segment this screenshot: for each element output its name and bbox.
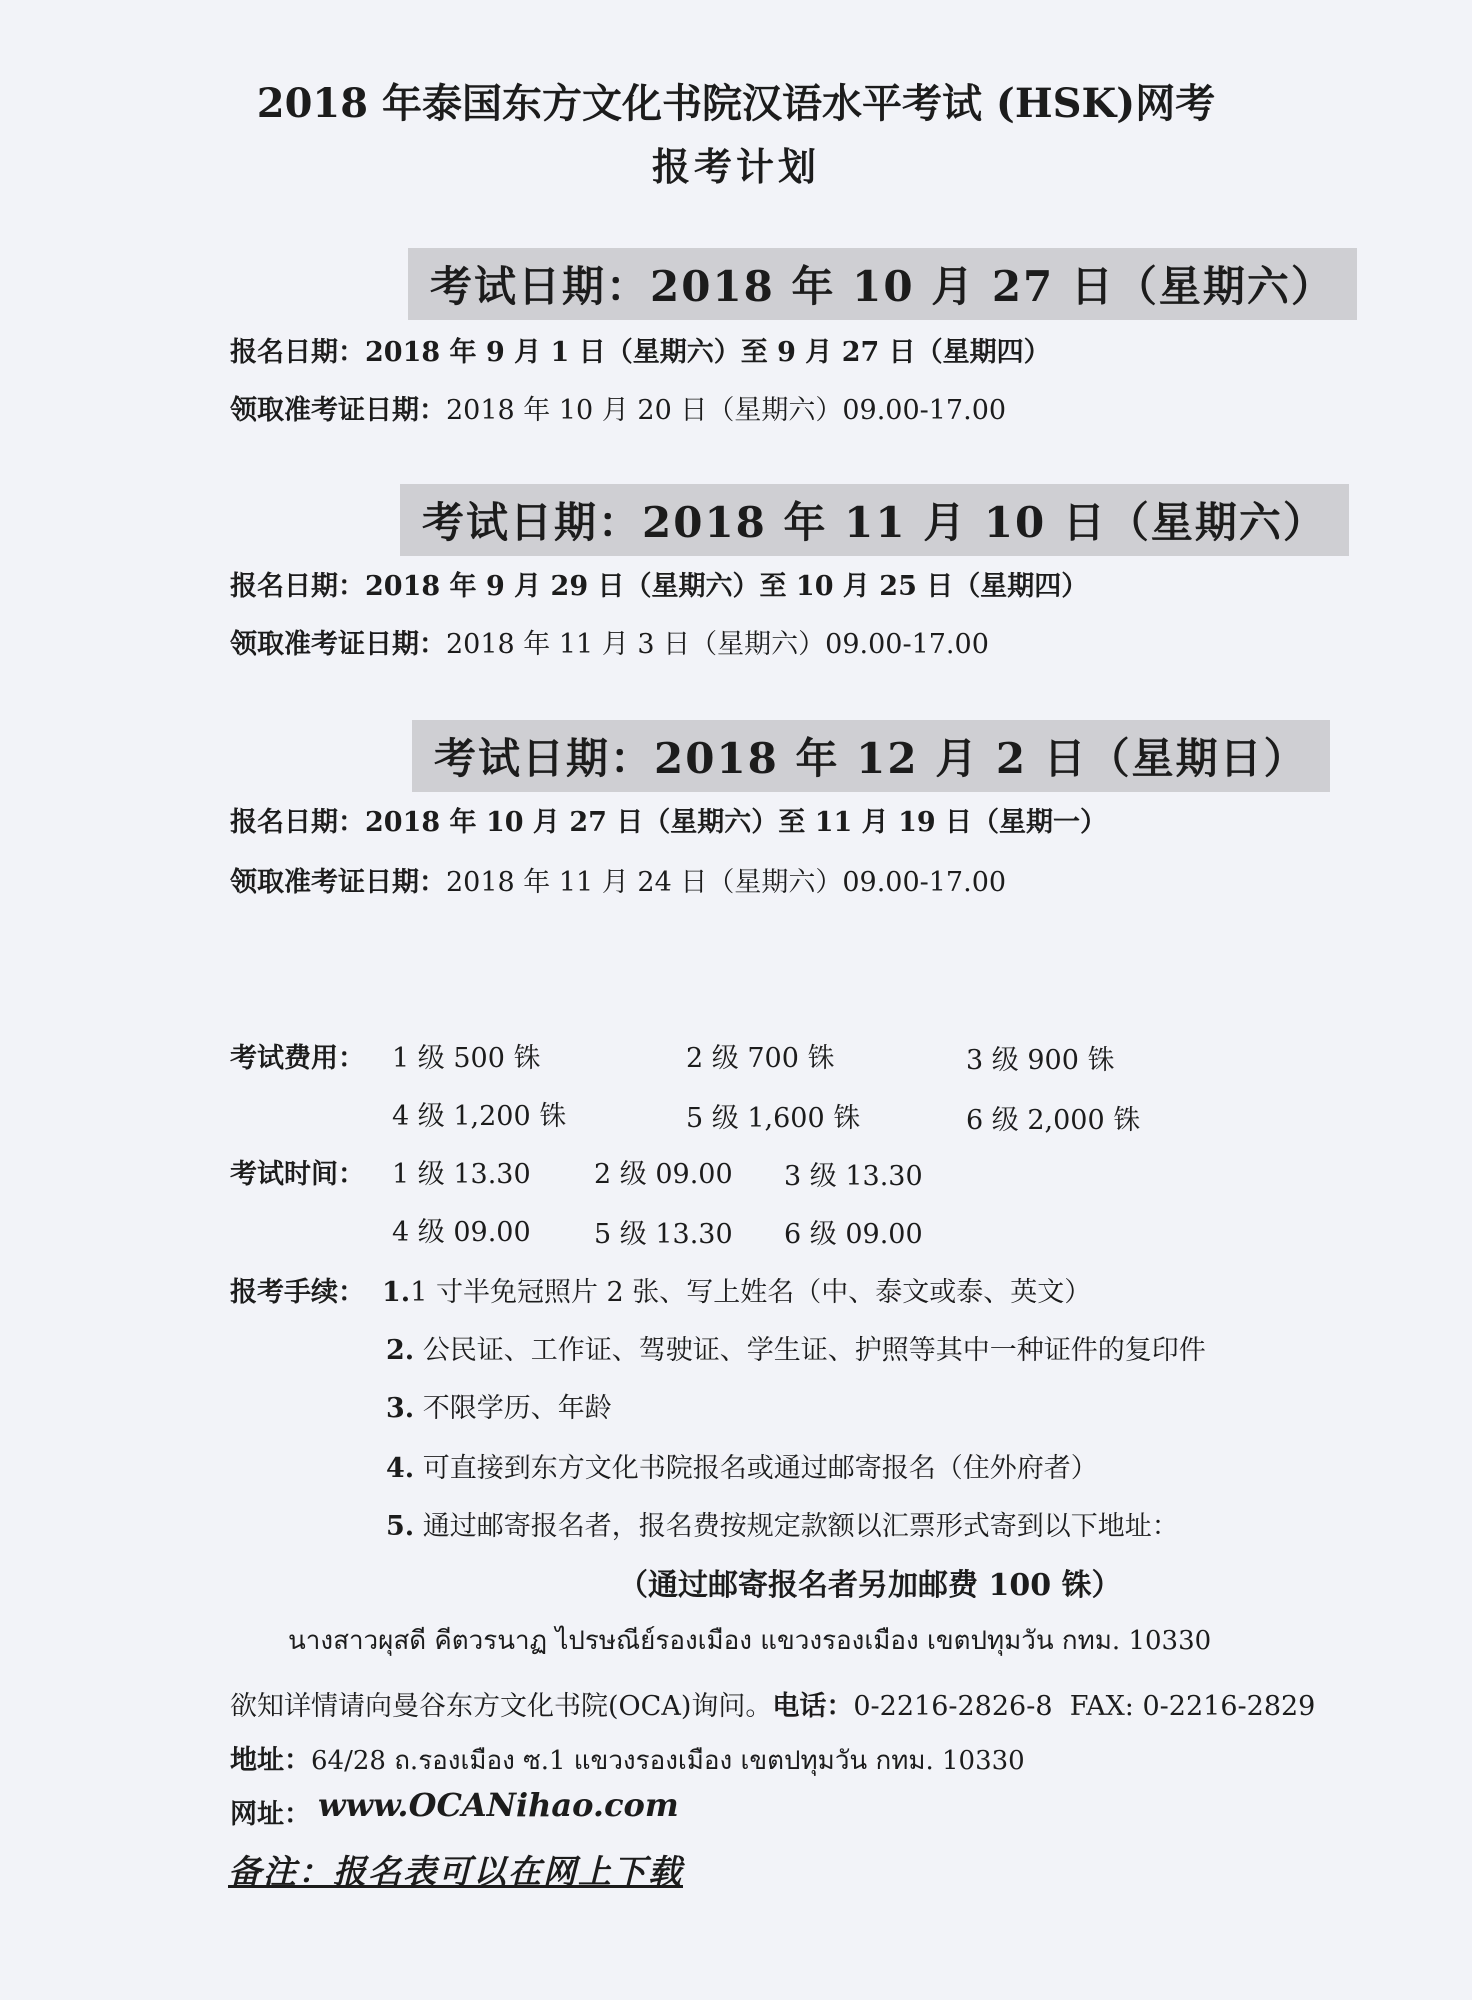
address-line: 地址：64/28 ถ.รองเมือง ซ.1 แขวงรองเมือง เขตปทุมวัน กทม. 10330 [230,1745,1025,1776]
fee-item: 6 级 2,000 铢 [966,1105,1141,1136]
time-item: 3 级 13.30 [784,1161,923,1192]
exam-date-heading: 考试日期：2018 年 12 月 2 日（星期日） [412,720,1330,792]
postal-fee-note: （通过邮寄报名者另加邮费 100 铢） [618,1568,1122,1603]
procedure-step: 1.1 寸半免冠照片 2 张、写上姓名（中、泰文或泰、英文） [382,1277,1092,1308]
registration-date: 报名日期：2018 年 9 月 29 日（星期六）至 10 月 25 日（星期四） [230,571,1089,602]
procedure-step: 5. 通过邮寄报名者，报名费按规定款额以汇票形式寄到以下地址： [386,1511,1179,1542]
fee-item: 1 级 500 铢 [392,1043,541,1074]
download-note: 备注：报名表可以在网上下载 [228,1852,683,1891]
time-item: 6 级 09.00 [784,1219,923,1250]
website-link[interactable]: www.OCANihao.com [318,1786,679,1824]
time-item: 5 级 13.30 [594,1219,733,1250]
ticket-date: 领取准考证日期：2018 年 10 月 20 日（星期六）09.00-17.00 [230,395,1007,426]
fee-item: 4 级 1,200 铢 [392,1101,567,1132]
procedure-step: 2. 公民证、工作证、驾驶证、学生证、护照等其中一种证件的复印件 [386,1335,1206,1366]
time-item: 1 级 13.30 [392,1159,531,1190]
contact-line: 欲知详情请向曼谷东方文化书院(OCA)询问。电话：0-2216-2826-8 FAX: 0-2216-2829 [230,1691,1316,1722]
ticket-date: 领取准考证日期：2018 年 11 月 24 日（星期六）09.00-17.00 [230,867,1007,898]
website-line: 网址： [230,1799,311,1830]
procedures-label: 报考手续： [230,1277,365,1308]
fees-label: 考试费用： [230,1043,365,1074]
ticket-date: 领取准考证日期：2018 年 11 月 3 日（星期六）09.00-17.00 [230,629,989,660]
times-label: 考试时间： [230,1159,365,1190]
fee-item: 5 级 1,600 铢 [686,1103,861,1134]
time-item: 2 级 09.00 [594,1159,733,1190]
document-subtitle: 报考计划 [651,144,820,189]
registration-date: 报名日期：2018 年 9 月 1 日（星期六）至 9 月 27 日（星期四） [230,337,1051,368]
procedure-step: 4. 可直接到东方文化书院报名或通过邮寄报名（住外府者） [386,1453,1098,1484]
fee-item: 2 级 700 铢 [686,1043,835,1074]
registration-date: 报名日期：2018 年 10 月 27 日（星期六）至 11 月 19 日（星期一） [230,807,1108,838]
document-title: 2018 年泰国东方文化书院汉语水平考试 (HSK)网考 [256,80,1216,127]
exam-date-heading: 考试日期：2018 年 10 月 27 日（星期六） [408,248,1357,320]
mailing-address: นางสาวผุสดี คีตวรนาฏ ไปรษณีย์รองเมือง แขวงรองเมือง เขตปทุมวัน กทม. 10330 [288,1626,1212,1656]
fee-item: 3 级 900 铢 [966,1045,1115,1076]
procedure-step: 3. 不限学历、年龄 [386,1393,612,1424]
exam-date-heading: 考试日期：2018 年 11 月 10 日（星期六） [400,484,1349,556]
time-item: 4 级 09.00 [392,1217,531,1248]
